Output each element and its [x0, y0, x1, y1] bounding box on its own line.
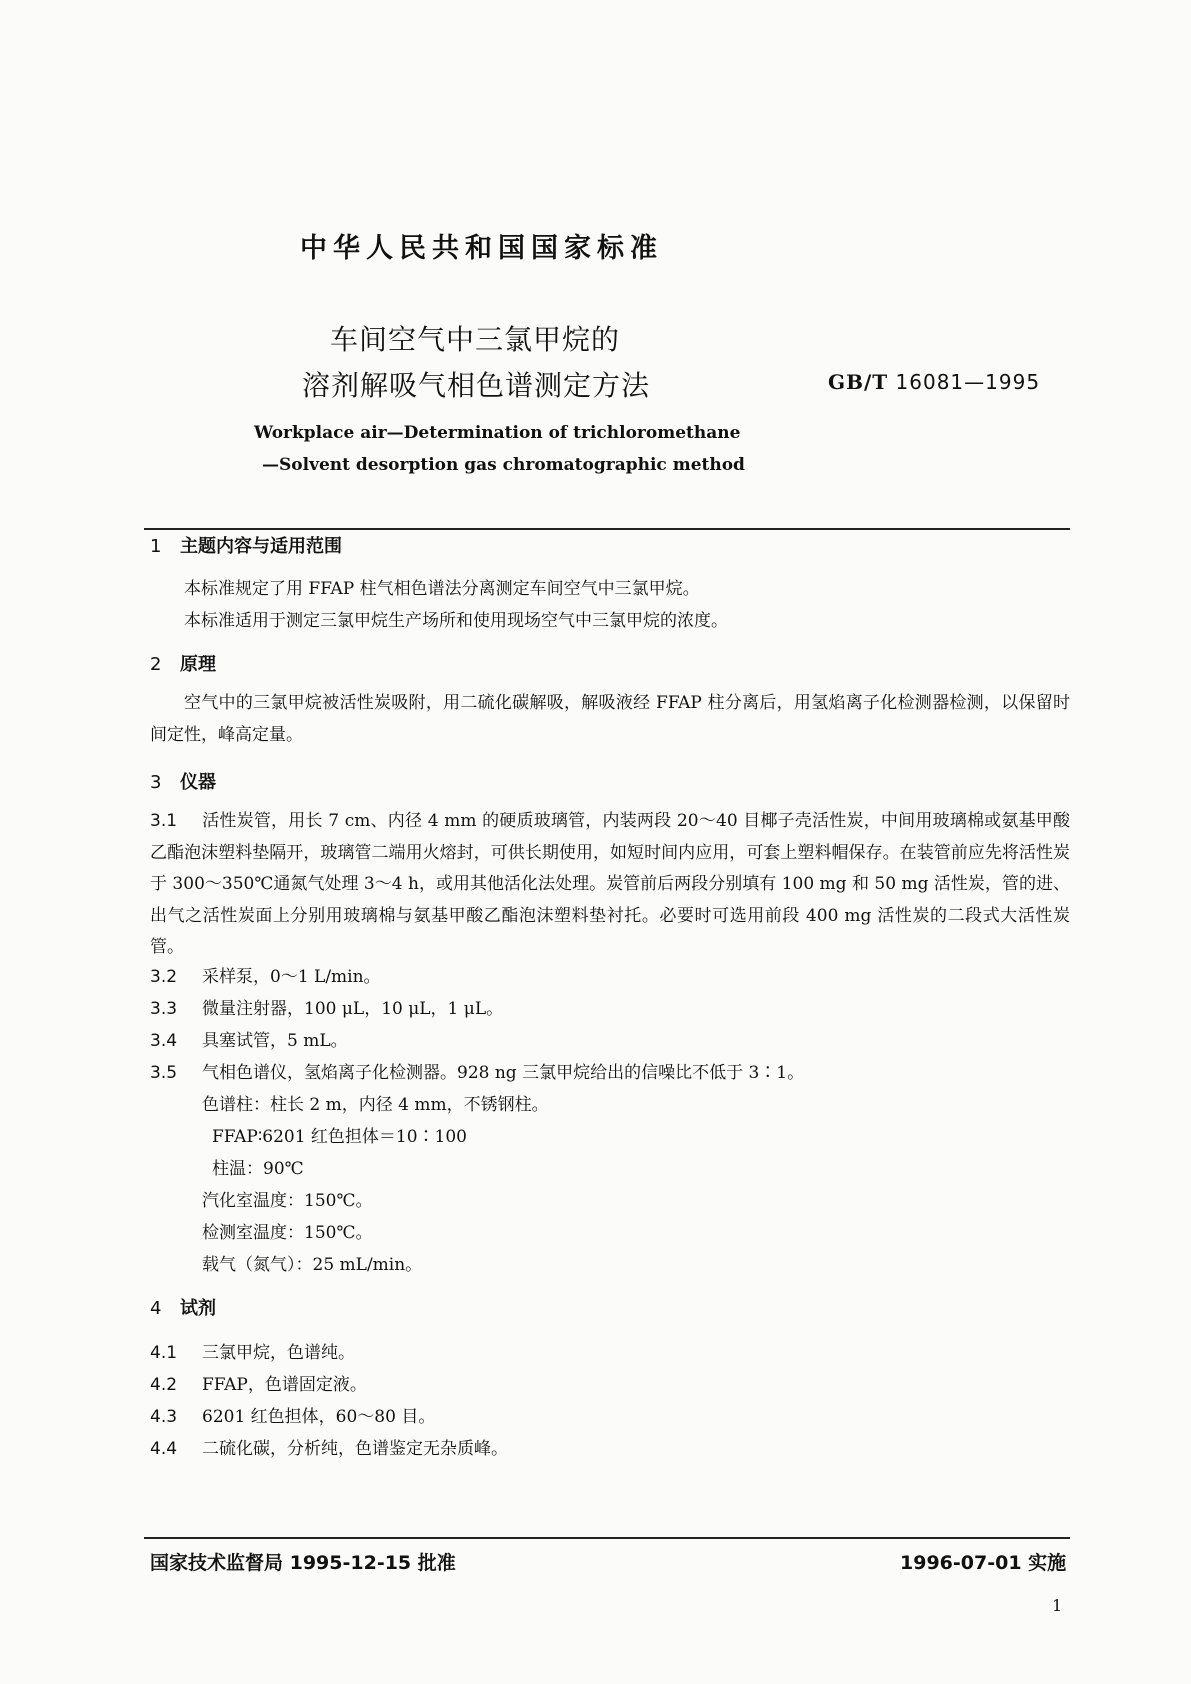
english-title-line1: Workplace air—Determination of trichloromethane [254, 423, 741, 443]
standard-number [828, 370, 1040, 394]
item-text: 二硫化碳，分析纯，色谱鉴定无杂质峰。 [202, 1439, 508, 1459]
page-number: 1 [1052, 1596, 1063, 1615]
list-item [150, 1402, 435, 1427]
approval-date: 国家技术监督局 1995-12-15 批准 [150, 1552, 456, 1574]
footer-divider [144, 1537, 1070, 1539]
paragraph: 本标准适用于测定三氯甲烷生产场所和使用现场空气中三氯甲烷的浓度。 [184, 611, 728, 631]
vaporizer-temperature: 汽化室温度：150℃。 [202, 1191, 373, 1211]
document-title-line2: 溶剂解吸气相色谱测定方法 [302, 369, 651, 402]
list-item [150, 962, 381, 987]
section-title: 仪器 [180, 772, 216, 793]
item-number: 4.1 [150, 1343, 178, 1363]
item-text: 气相色谱仪，氢焰离子化检测器。928 ng 三氯甲烷给出的信噪比不低于 3∶1。 [202, 1063, 805, 1083]
column-temperature: 柱温：90℃ [212, 1159, 304, 1179]
standard-prefix: GB/T [828, 370, 889, 394]
item-text: 微量注射器，100 μL，10 μL，1 μL。 [202, 999, 504, 1019]
section-4-heading [150, 1294, 216, 1320]
section-title: 主题内容与适用范围 [180, 536, 342, 557]
section-title: 试剂 [180, 1298, 216, 1319]
section-number: 4 [150, 1298, 162, 1319]
english-title-line2: —Solvent desorption gas chromatographic method [262, 455, 745, 475]
item-text: 采样泵，0～1 L/min。 [202, 967, 381, 987]
item-number: 4.4 [150, 1439, 178, 1459]
item-number: 3.5 [150, 1063, 178, 1083]
ffap-ratio: FFAP∶6201 红色担体＝10∶100 [212, 1127, 467, 1147]
item-text: 活性炭管，用长 7 cm、内径 4 mm 的硬质玻璃管，内装两段 20～40 目椰子壳活性炭，中间用玻璃棉或氨基甲酸乙酯泡沫塑料垫隔开，玻璃管二端用火熔封，可供长期使用，如短时间内应用，可套上塑料帽保存。在装管前应先将活性炭于 300～350℃通氮气处理 3～4 h，或用其他活化法处理。炭管前后两段分别填有 100 mg 和 50 mg 活性炭，管的进、出气之活性炭面上分别用玻璃棉与氨基甲酸乙酯泡沫塑料垫衬托。必要时可选用前段 400 mg 活性炭的二段式大活性炭管。 [150, 811, 1070, 957]
section-2-heading [150, 650, 216, 676]
list-item [150, 1370, 367, 1395]
section-1-heading [150, 532, 342, 558]
section-number: 3 [150, 772, 162, 793]
section-title: 原理 [180, 654, 216, 675]
paragraph: 空气中的三氯甲烷被活性炭吸附，用二硫化碳解吸，解吸液经 FFAP 柱分离后，用氢焰离子化检测器检测，以保留时间定性，峰高定量。 [150, 693, 1070, 745]
section-3-heading [150, 768, 216, 794]
detector-temperature: 检测室温度：150℃。 [202, 1223, 373, 1243]
header-divider [144, 528, 1070, 530]
list-item [150, 1026, 348, 1051]
item-number: 3.2 [150, 967, 178, 987]
item-text: FFAP，色谱固定液。 [202, 1375, 367, 1395]
standard-code: 16081—1995 [895, 370, 1041, 394]
section-number: 2 [150, 654, 162, 675]
item-text: 三氯甲烷，色谱纯。 [202, 1343, 355, 1363]
item-number: 3.1 [150, 811, 178, 831]
item-number: 4.3 [150, 1407, 178, 1427]
document-title-line1: 车间空气中三氯甲烷的 [330, 323, 621, 356]
list-item [150, 1338, 355, 1363]
section-number: 1 [150, 536, 162, 557]
item-text: 具塞试管，5 mL。 [202, 1031, 348, 1051]
column-spec: 色谱柱：柱长 2 m，内径 4 mm，不锈钢柱。 [202, 1095, 549, 1115]
carrier-gas: 载气（氮气）：25 mL/min。 [202, 1255, 423, 1275]
paragraph: 本标准规定了用 FFAP 柱气相色谱法分离测定车间空气中三氯甲烷。 [184, 579, 700, 599]
item-number: 3.4 [150, 1031, 178, 1051]
item-number: 4.2 [150, 1375, 178, 1395]
item-number: 3.3 [150, 999, 178, 1019]
list-item [150, 1434, 508, 1459]
list-item [150, 994, 503, 1019]
list-item [150, 806, 1070, 964]
item-text: 6201 红色担体，60～80 目。 [202, 1407, 436, 1427]
effective-date: 1996-07-01 实施 [900, 1552, 1067, 1574]
list-item [150, 1058, 804, 1083]
national-standard-heading: 中华人民共和国国家标准 [300, 233, 663, 264]
